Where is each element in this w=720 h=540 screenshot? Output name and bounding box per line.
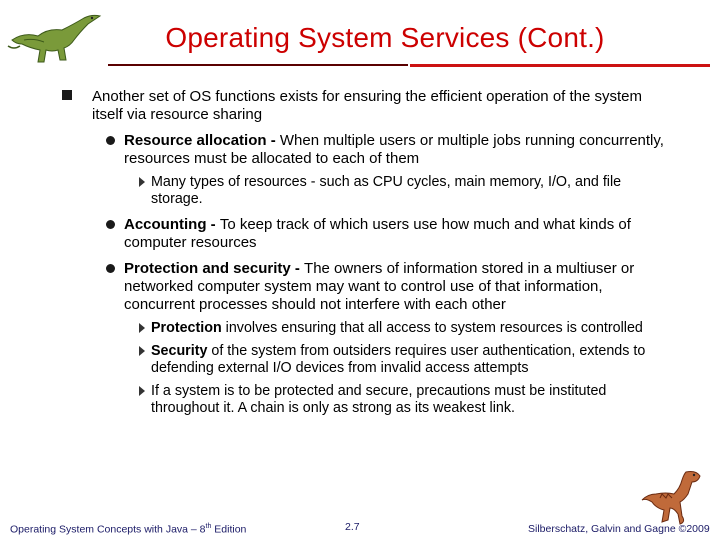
circle-bullet-icon: [106, 264, 115, 273]
triangle-bullet-icon: [139, 177, 145, 187]
triangle-bullet-icon: [139, 323, 145, 333]
footer-authors: Silberschatz, Galvin and Gagne ©2009: [528, 523, 710, 535]
slide-title: Operating System Services (Cont.): [165, 22, 605, 53]
resource-allocation-term: Resource allocation -: [124, 132, 280, 149]
triangle-bullet-icon: [139, 346, 145, 356]
protection-security-term: Protection and security -: [124, 260, 305, 277]
bullet-intro: [62, 88, 672, 124]
bullet-weakest-link: [62, 383, 672, 417]
accounting-term: Accounting -: [124, 216, 220, 233]
intro-text: Another set of OS functions exists for ensuring the efficient operation of the system itself via resource sharing: [92, 88, 643, 123]
footer-edition-sup: th: [205, 523, 212, 530]
footer-edition-text: Edition: [211, 523, 247, 536]
bullet-protection: [62, 320, 672, 337]
accounting-text: To keep track of which users use how much and what kinds of computer resources: [124, 216, 631, 251]
protection-text: involves ensuring that all access to system resources is controlled: [221, 320, 643, 336]
bullet-protection-security: [62, 260, 672, 314]
triangle-bullet-icon: [139, 386, 145, 396]
slide-body: [62, 88, 672, 423]
dinosaur-logo-icon: [640, 468, 710, 528]
title-underline-red: [410, 64, 710, 67]
circle-bullet-icon: [106, 136, 115, 145]
bullet-resource-types: [62, 174, 672, 208]
security-term: Security: [151, 343, 208, 359]
protection-term: Protection: [151, 320, 222, 336]
security-text: of the system from outsiders requires user authentication, extends to defending external I/O devices from invalid access attempts: [151, 343, 646, 376]
footer-book-title: [10, 523, 246, 536]
protection-security-text: The owners of information stored in a multiuser or networked computer system may want to control use of that information, concurrent processes should not interfere with each other: [124, 260, 635, 313]
bullet-accounting: [62, 216, 672, 252]
resource-types-text: Many types of resources - such as CPU cycles, main memory, I/O, and file storage.: [151, 174, 622, 207]
bullet-resource-allocation: [62, 132, 672, 168]
bullet-security: [62, 343, 672, 377]
weakest-link-text: If a system is to be protected and secure, precautions must be instituted throughout it. A chain is only as strong as its weakest link.: [151, 383, 607, 416]
square-bullet-icon: [62, 90, 72, 100]
footer-book-title-text: Operating System Concepts with Java – 8: [10, 523, 206, 536]
circle-bullet-icon: [106, 220, 115, 229]
title-underline-dark: [108, 64, 408, 66]
resource-allocation-text: When multiple users or multiple jobs running concurrently, resources must be allocated to each of them: [124, 132, 664, 167]
footer-page-number: 2.7: [345, 521, 360, 533]
